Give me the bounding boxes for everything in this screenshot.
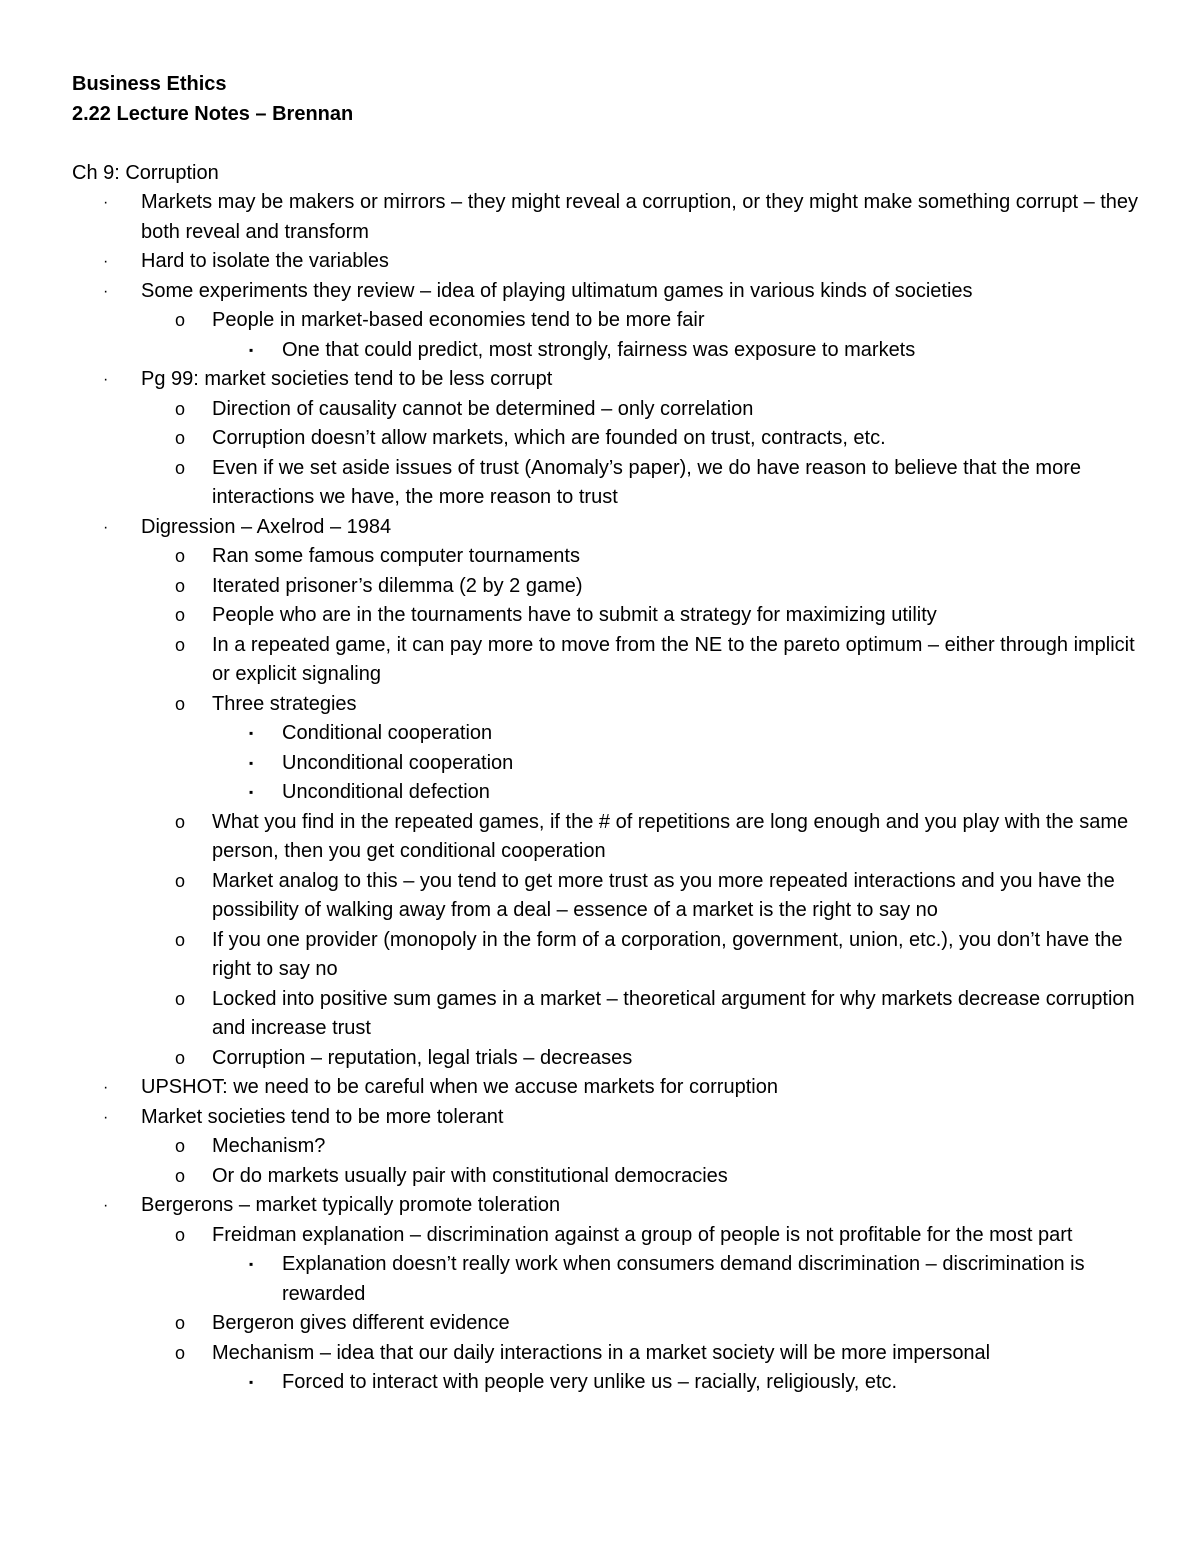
- bullet-icon: o: [175, 398, 186, 419]
- bullet-icon: o: [175, 546, 186, 566]
- bullet-icon: ·: [103, 518, 109, 536]
- document-title: Business Ethics: [72, 73, 227, 95]
- list-item-text: Pg 99: market societies tend to be less corrupt: [141, 368, 553, 390]
- list-item: [72, 1339, 1142, 1369]
- bullet-icon: ▪: [249, 785, 254, 799]
- list-item: [72, 247, 1142, 277]
- list-item-text: Market analog to this – you tend to get more trust as you more repeated interactions and you have the possibility of walking away from a deal – essence of a market is the right to say no: [212, 869, 1115, 921]
- blank-line: [72, 129, 1142, 159]
- list-item: [72, 277, 1142, 307]
- list-item: [72, 867, 1142, 926]
- bullet-icon: o: [175, 634, 186, 655]
- bullet-icon: o: [175, 811, 186, 832]
- bullet-icon: o: [175, 428, 186, 448]
- list-item-text: Corruption doesn’t allow markets, which are founded on trust, contracts, etc.: [212, 427, 886, 449]
- bullet-icon: ·: [103, 194, 109, 211]
- list-item-text: People who are in the tournaments have to submit a strategy for maximizing utility: [212, 604, 937, 626]
- bullet-icon: o: [175, 1136, 186, 1156]
- bullet-icon: ▪: [249, 755, 254, 770]
- list-item-text: Explanation doesn’t really work when consumers demand discrimination – discrimination is rewarded: [282, 1253, 1085, 1305]
- list-item-text: Three strategies: [212, 692, 357, 715]
- list-item: [72, 336, 1142, 366]
- bullet-icon: ·: [103, 371, 109, 388]
- list-item: [72, 778, 1142, 808]
- document-subtitle: 2.22 Lecture Notes – Brennan: [72, 102, 354, 125]
- list-item: [72, 395, 1142, 425]
- list-item-text: Bergerons – market typically promote toleration: [141, 1194, 561, 1216]
- list-item: [72, 365, 1142, 395]
- list-item: [72, 1368, 1142, 1398]
- list-item: [72, 1309, 1142, 1339]
- list-item-text: Forced to interact with people very unlike us – racially, religiously, etc.: [282, 1371, 898, 1393]
- list-item-text: What you find in the repeated games, if the # of repetitions are long enough and you play with the same person, then you get conditional cooperation: [212, 810, 1129, 862]
- chapter-heading: Ch 9: Corruption: [72, 161, 219, 184]
- list-item-text: Locked into positive sum games in a market – theoretical argument for why markets decrease corruption and increase trust: [212, 987, 1135, 1039]
- list-item-text: Unconditional defection: [282, 781, 490, 803]
- bullet-icon: o: [175, 929, 186, 950]
- list-item: [72, 1162, 1142, 1192]
- bullet-icon: ▪: [249, 342, 254, 357]
- list-item: [72, 1103, 1142, 1133]
- bullet-icon: o: [175, 457, 186, 478]
- bullet-icon: o: [175, 310, 186, 330]
- list-item: [72, 513, 1142, 543]
- bullet-icon: o: [175, 1165, 186, 1186]
- list-item-text: Digression – Axelrod – 1984: [141, 515, 392, 538]
- bullet-icon: ▪: [249, 1257, 254, 1271]
- list-item-text: Market societies tend to be more tolerant: [141, 1105, 504, 1128]
- bullet-icon: ▪: [249, 726, 254, 740]
- list-item: [72, 631, 1142, 690]
- list-item: [72, 1044, 1142, 1074]
- list-item: [72, 749, 1142, 779]
- list-item-text: Markets may be makers or mirrors – they might reveal a corruption, or they might make something corrupt – they both reveal and transform: [141, 191, 1139, 243]
- list-item-text: In a repeated game, it can pay more to move from the NE to the pareto optimum – either through implicit or explicit signaling: [212, 633, 1135, 685]
- list-item: [72, 1132, 1142, 1162]
- notes-list: [72, 188, 1142, 1398]
- bullet-icon: ·: [103, 1197, 109, 1214]
- list-item-text: UPSHOT: we need to be careful when we accuse markets for corruption: [141, 1076, 778, 1098]
- bullet-icon: ·: [103, 282, 109, 300]
- bullet-icon: o: [175, 870, 186, 891]
- list-item: [72, 1073, 1142, 1103]
- list-item-text: Unconditional cooperation: [282, 751, 514, 774]
- list-item: [72, 719, 1142, 749]
- bullet-icon: ·: [103, 253, 109, 270]
- bullet-icon: ·: [103, 1079, 109, 1096]
- list-item-text: Bergeron gives different evidence: [212, 1312, 510, 1334]
- list-item-text: Mechanism?: [212, 1135, 326, 1157]
- list-item: [72, 1191, 1142, 1221]
- list-item: [72, 926, 1142, 985]
- list-item: [72, 808, 1142, 867]
- list-item: [72, 306, 1142, 336]
- list-item-text: Some experiments they review – idea of playing ultimatum games in various kinds of societies: [141, 279, 973, 302]
- bullet-icon: ·: [103, 1108, 109, 1126]
- list-item: [72, 690, 1142, 720]
- list-item-text: Conditional cooperation: [282, 722, 493, 744]
- list-item-text: Or do markets usually pair with constitutional democracies: [212, 1164, 728, 1187]
- bullet-icon: ▪: [249, 1375, 254, 1389]
- list-item: [72, 1221, 1142, 1251]
- bullet-icon: o: [175, 988, 186, 1009]
- list-item: [72, 424, 1142, 454]
- list-item-text: Iterated prisoner’s dilemma (2 by 2 game): [212, 574, 583, 597]
- bullet-icon: o: [175, 1224, 186, 1245]
- list-item-text: One that could predict, most strongly, fairness was exposure to markets: [282, 338, 916, 361]
- list-item-text: Corruption – reputation, legal trials – decreases: [212, 1046, 633, 1069]
- bullet-icon: o: [175, 693, 186, 714]
- list-item-text: Mechanism – idea that our daily interactions in a market society will be more impersonal: [212, 1341, 991, 1364]
- list-item-text: If you one provider (monopoly in the form of a corporation, government, union, etc.), you don’t have the right to say no: [212, 928, 1123, 980]
- list-item-text: Freidman explanation – discrimination against a group of people is not profitable for the most part: [212, 1223, 1073, 1246]
- list-item-text: Hard to isolate the variables: [141, 250, 389, 272]
- list-item: [72, 542, 1142, 572]
- list-item-text: Ran some famous computer tournaments: [212, 545, 580, 567]
- bullet-icon: o: [175, 575, 186, 596]
- list-item-text: Even if we set aside issues of trust (Anomaly’s paper), we do have reason to believe that the more interactions we have, the more reason to trust: [212, 456, 1081, 508]
- list-item: [72, 985, 1142, 1044]
- bullet-icon: o: [175, 1342, 186, 1363]
- list-item: [72, 454, 1142, 513]
- list-item-text: Direction of causality cannot be determined – only correlation: [212, 397, 754, 420]
- list-item: [72, 572, 1142, 602]
- bullet-icon: o: [175, 605, 186, 625]
- bullet-icon: o: [175, 1313, 186, 1333]
- list-item: [72, 1250, 1142, 1309]
- list-item: [72, 188, 1142, 247]
- list-item: [72, 601, 1142, 631]
- lecture-notes: [72, 70, 1142, 1398]
- list-item-text: People in market-based economies tend to be more fair: [212, 309, 705, 331]
- bullet-icon: o: [175, 1047, 186, 1068]
